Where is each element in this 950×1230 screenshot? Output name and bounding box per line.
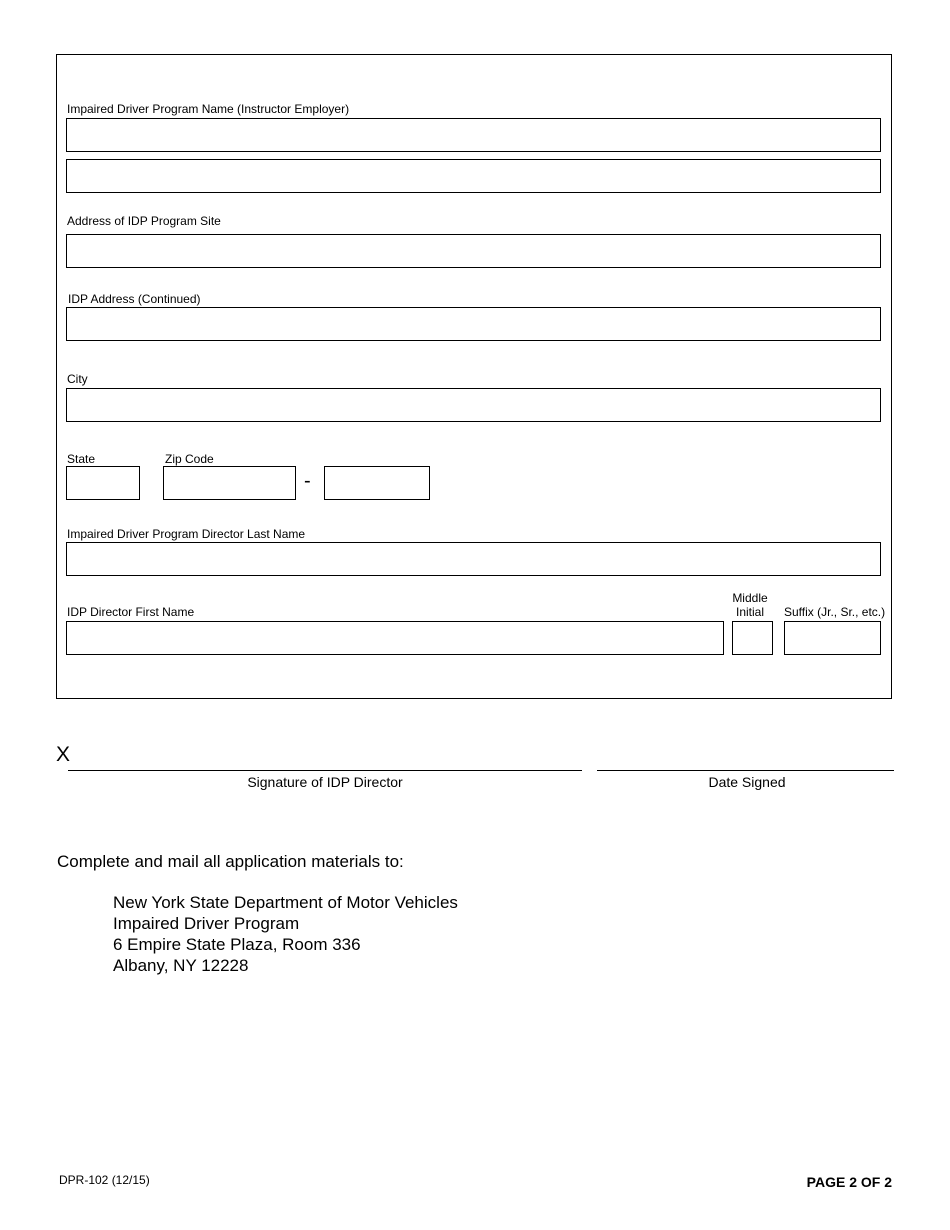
mailing-address-line: Impaired Driver Program <box>113 914 300 933</box>
city-label: City <box>67 372 88 386</box>
suffix-field[interactable] <box>784 621 881 655</box>
program-name-label: Impaired Driver Program Name (Instructor Employer) <box>67 102 350 116</box>
director-first-name-input[interactable] <box>67 622 723 654</box>
mailing-address-line: New York State Department of Motor Vehicles <box>113 893 458 912</box>
mailing-address <box>113 892 458 976</box>
address-continued-field[interactable] <box>66 307 881 341</box>
mailing-address-line: 6 Empire State Plaza, Room 336 <box>113 935 361 954</box>
city-field[interactable] <box>66 388 881 422</box>
address-field[interactable] <box>66 234 881 268</box>
zip-extension-field[interactable] <box>324 466 430 500</box>
zip-code-input[interactable] <box>164 467 295 499</box>
date-signed-label: Date Signed <box>708 774 786 790</box>
address-label: Address of IDP Program Site <box>67 214 221 228</box>
address-input[interactable] <box>67 235 880 267</box>
program-name-line2-field[interactable] <box>66 159 881 193</box>
director-last-name-label: Impaired Driver Program Director Last Name <box>67 527 306 541</box>
page-number: PAGE 2 OF 2 <box>806 1174 892 1190</box>
middle-initial-label-line1: Middle <box>732 591 768 605</box>
director-first-name-field[interactable] <box>66 621 724 655</box>
city-input[interactable] <box>67 389 880 421</box>
mailing-address-line: Albany, NY 12228 <box>113 956 249 975</box>
form-code: DPR-102 (12/15) <box>59 1173 150 1187</box>
suffix-input[interactable] <box>785 622 880 654</box>
director-first-name-label: IDP Director First Name <box>67 605 195 619</box>
date-signed-line[interactable] <box>597 770 894 771</box>
director-last-name-input[interactable] <box>67 543 880 575</box>
zip-extension-input[interactable] <box>325 467 429 499</box>
middle-initial-input[interactable] <box>733 622 772 654</box>
program-name-field[interactable] <box>66 118 881 152</box>
zip-code-field[interactable] <box>163 466 296 500</box>
zip-separator: - <box>304 470 311 492</box>
director-last-name-field[interactable] <box>66 542 881 576</box>
program-name-input[interactable] <box>67 119 880 151</box>
zip-code-label: Zip Code <box>165 452 214 466</box>
state-field[interactable] <box>66 466 140 500</box>
middle-initial-field[interactable] <box>732 621 773 655</box>
address-continued-input[interactable] <box>67 308 880 340</box>
middle-initial-label-line2: Initial <box>735 605 764 619</box>
state-input[interactable] <box>67 467 139 499</box>
address-continued-label: IDP Address (Continued) <box>68 292 201 306</box>
state-label: State <box>67 452 96 466</box>
mailing-instruction: Complete and mail all application materials to: <box>57 852 404 871</box>
signature-line[interactable] <box>68 770 582 771</box>
suffix-label: Suffix (Jr., Sr., etc.) <box>784 605 886 619</box>
signature-x-mark: X <box>56 743 71 766</box>
program-name-line2-input[interactable] <box>67 160 880 192</box>
signature-label: Signature of IDP Director <box>247 774 403 790</box>
